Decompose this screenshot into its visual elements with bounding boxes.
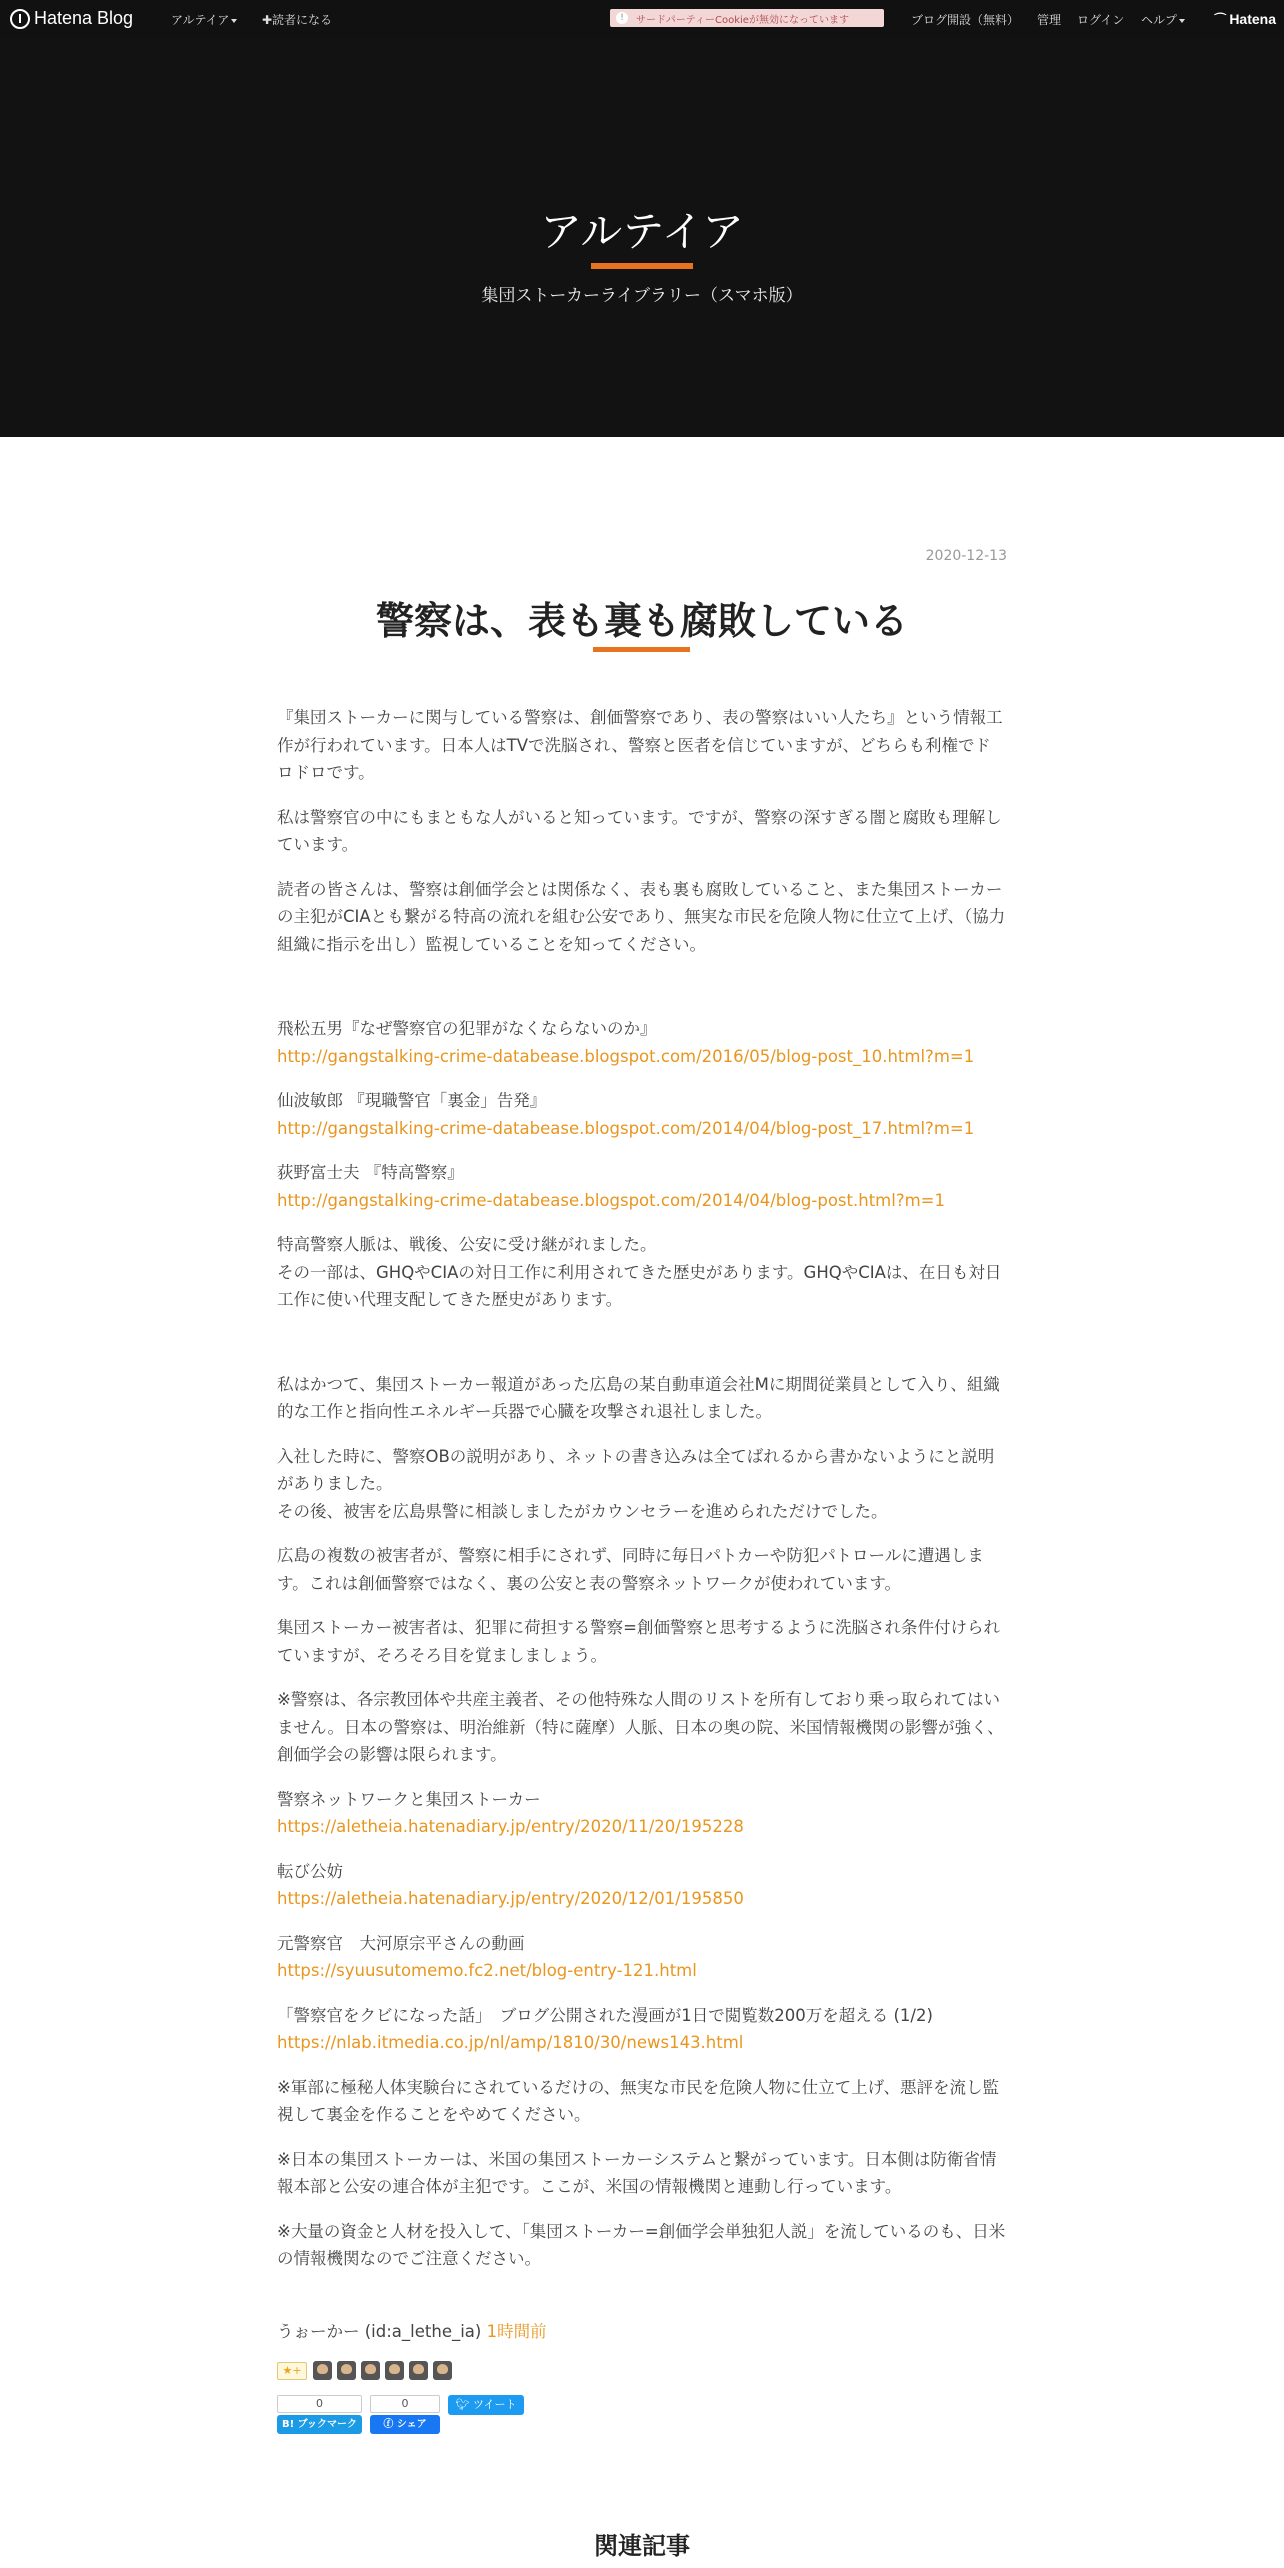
entry-title[interactable]: 警察は、表も裏も腐敗している (375, 599, 908, 643)
login-link[interactable] (1077, 11, 1124, 28)
admin-link[interactable] (1037, 11, 1061, 28)
reference-label: 飛松五男『なぜ警察官の犯罪がなくならないのか』 (277, 1019, 657, 1038)
star-row (277, 2361, 457, 2380)
blog-title[interactable]: アルテイア (539, 207, 745, 256)
add-star-button[interactable]: ★+ (277, 2362, 307, 2380)
twitter-share-widget (448, 2395, 524, 2434)
star-user-avatar[interactable] (433, 2361, 452, 2380)
title-underline (591, 263, 693, 269)
twitter-bird-icon: 🐦︎ (455, 2398, 473, 2411)
logo-text: Hatena Blog (34, 8, 134, 28)
create-blog-link[interactable] (911, 11, 1019, 28)
hatena-bookmark-count[interactable]: 0 (277, 2395, 362, 2413)
cookie-notice[interactable] (610, 9, 884, 27)
hatena-blog-logo[interactable] (10, 8, 133, 29)
star-user-avatar[interactable] (337, 2361, 356, 2380)
hatena-logo-icon (10, 9, 30, 29)
facebook-share-count[interactable]: 0 (370, 2395, 440, 2413)
caret-down-icon (1179, 19, 1185, 23)
paragraph: 私は警察官の中にもまともな人がいると知っています。ですが、警察の深すぎる闇と腐敗も理解しています。 (277, 807, 1002, 854)
star-user-avatar[interactable] (409, 2361, 428, 2380)
blog-header (0, 37, 1284, 437)
paragraph-line: その一部は、GHQやCIAの対日工作に利用されてきた歴史があります。GHQやCIAは、在日も対日工作に使い代理支配してきた歴史があります。 (277, 1262, 1002, 1309)
paragraph (277, 1231, 1007, 1314)
reference-label: 荻野富士夫 『特高警察』 (277, 1163, 464, 1182)
caret-down-icon (231, 19, 237, 23)
entry-footer-author (277, 2318, 547, 2342)
hatena-bird-icon: ⌒ (1214, 12, 1227, 26)
star-user-avatar[interactable] (313, 2361, 332, 2380)
link-label: 「警察官をクビになった話」 ブログ公開された漫画が1日で閲覧数200万を超える (1/2) (277, 2005, 933, 2025)
reference-item (277, 1159, 1007, 1214)
reference-label: 仙波敏郎 『現職警官「裏金」告発』 (277, 1091, 547, 1110)
link-label: 警察ネットワークと集団ストーカー (277, 1789, 541, 1809)
blog-menu-label: アルテイア (171, 13, 230, 27)
related-entries-heading: 関連記事 (594, 2532, 690, 2560)
tweet-button[interactable] (448, 2395, 524, 2415)
paragraph-line: 入社した時に、警察OBの説明があり、ネットの書き込みは全てばれるから書かないようにと説明がありました。 (277, 1446, 995, 1493)
paragraph (277, 1443, 1007, 1526)
paragraph: 読者の皆さんは、警察は創価学会とは関係なく、表も裏も腐敗していること、また集団ストーカーの主犯がCIAとも繋がる特高の流れを組む公安であり、無実な市民を危険人物に仕立て上げ、（協力組織に指示を出し）監視していることを知ってください。 (277, 879, 1006, 954)
paragraph: ※大量の資金と人材を投入して、「集団ストーカー=創価学会単独犯人説」を流しているのも、日米の情報機関なのでご注意ください。 (277, 2221, 1006, 2268)
link-label: 転び公妨 (277, 1861, 343, 1881)
star-user-avatar[interactable] (385, 2361, 404, 2380)
cookie-notice-text: サードパーティーCookieが無効になっています (636, 14, 849, 26)
paragraph: 『集団ストーカーに関与している警察は、創価警察であり、表の警察はいい人たち』という情報工作が行われています。日本人はTVで洗脳され、警察と医者を信じていますが、どちらも利権でドロドロです。 (277, 708, 1003, 782)
star-user-avatar[interactable] (361, 2361, 380, 2380)
author-name[interactable]: うぉーかー (id:a_lethe_ia) (277, 2322, 482, 2341)
reference-link[interactable]: http://gangstalking-crime-databease.blogspot.com/2016/05/blog-post_10.html?m=1 (277, 1046, 975, 1066)
reference-item (277, 1015, 1007, 1070)
paragraph-line: 特高警察人脈は、戦後、公安に受け継がれました。 (277, 1235, 657, 1254)
paragraph: ※日本の集団ストーカーは、米国の集団ストーカーシステムと繋がっています。日本側は防衛省情報本部と公安の連合体が主犯です。ここが、米国の情報機関と連動し行っています。 (277, 2149, 997, 2196)
link-url[interactable]: https://aletheia.hatenadiary.jp/entry/2020/12/01/195850 (277, 1889, 744, 1908)
spacer (277, 1331, 1007, 1371)
link-item (277, 1858, 1007, 1913)
entry-title-underline (593, 647, 690, 652)
entry-date[interactable]: 2020-12-13 (925, 548, 1007, 564)
reference-item (277, 1087, 1007, 1142)
info-icon: ! (616, 12, 628, 24)
blog-menu[interactable] (171, 11, 237, 28)
reference-link[interactable]: http://gangstalking-crime-databease.blogspot.com/2014/04/blog-post_17.html?m=1 (277, 1118, 975, 1138)
reference-link[interactable]: http://gangstalking-crime-databease.blogspot.com/2014/04/blog-post.html?m=1 (277, 1190, 945, 1210)
subscribe-label: ✚読者になる (262, 13, 333, 27)
hatena-brand-link[interactable] (1214, 10, 1276, 27)
hatena-bookmark-widget (277, 2395, 362, 2434)
facebook-share-widget (370, 2395, 440, 2434)
paragraph-line: その後、被害を広島県警に相談しましたがカウンセラーを進められただけでした。 (277, 1501, 888, 1521)
facebook-share-button[interactable] (370, 2415, 440, 2434)
create-blog-label: ブログ開設（無料） (911, 13, 1020, 27)
help-menu[interactable] (1141, 11, 1185, 28)
link-url[interactable]: https://syuusutomemo.fc2.net/blog-entry-121.html (277, 1961, 697, 1980)
admin-label: 管理 (1037, 13, 1062, 27)
link-item (277, 1786, 1007, 1841)
link-label: 元警察官 大河原宗平さんの動画 (277, 1933, 525, 1953)
spacer (277, 975, 1007, 1015)
entry-content (277, 704, 1007, 2290)
hatena-brand-label: Hatena (1229, 10, 1276, 27)
blog-description: 集団ストーカーライブラリー（スマホ版） (481, 286, 803, 306)
facebook-icon: ⓕ (383, 2419, 397, 2430)
paragraph: 集団ストーカー被害者は、犯罪に荷担する警察=創価警察と思考するように洗脳され条件付けられていますが、そろそろ目を覚ましましょう。 (277, 1618, 1000, 1665)
paragraph: 私はかつて、集団ストーカー報道があった広島の某自動車道会社Mに期間従業員として入り、組織的な工作と指向性エネルギー兵器で心臓を攻撃され退社しました。 (277, 1374, 1000, 1421)
login-label: ログイン (1077, 13, 1125, 27)
link-url[interactable]: https://nlab.itmedia.co.jp/nl/amp/1810/30/news143.html (277, 2033, 744, 2052)
facebook-share-label: シェア (396, 2419, 427, 2430)
link-item (277, 2002, 1007, 2057)
paragraph: 広島の複数の被害者が、警察に相手にされず、同時に毎日パトカーや防犯パトロールに遭遇します。これは創価警察ではなく、裏の公安と表の警察ネットワークが使われています。 (277, 1546, 984, 1593)
link-item (277, 1930, 1007, 1985)
hatena-bookmark-button[interactable]: B! ブックマーク (277, 2415, 362, 2434)
posted-time-link[interactable]: 1時間前 (486, 2322, 547, 2341)
paragraph: ※軍部に極秘人体実験台にされているだけの、無実な市民を危険人物に仕立て上げ、悪評を流し監視して裏金を作ることをやめてください。 (277, 2077, 1000, 2124)
paragraph: ※警察は、各宗教団体や共産主義者、その他特殊な人間のリストを所有しており乗っ取られてはいません。日本の警察は、明治維新（特に薩摩）人脈、日本の奥の院、米国情報機関の影響が強く、創価学会の影響は限られます。 (277, 1690, 1004, 1764)
subscribe-button[interactable] (262, 11, 332, 28)
link-url[interactable]: https://aletheia.hatenadiary.jp/entry/2020/11/20/195228 (277, 1817, 744, 1836)
help-label: ヘルプ (1141, 13, 1178, 27)
global-header (0, 0, 1284, 37)
share-buttons (277, 2395, 532, 2434)
tweet-label: ツイート (473, 2398, 517, 2411)
